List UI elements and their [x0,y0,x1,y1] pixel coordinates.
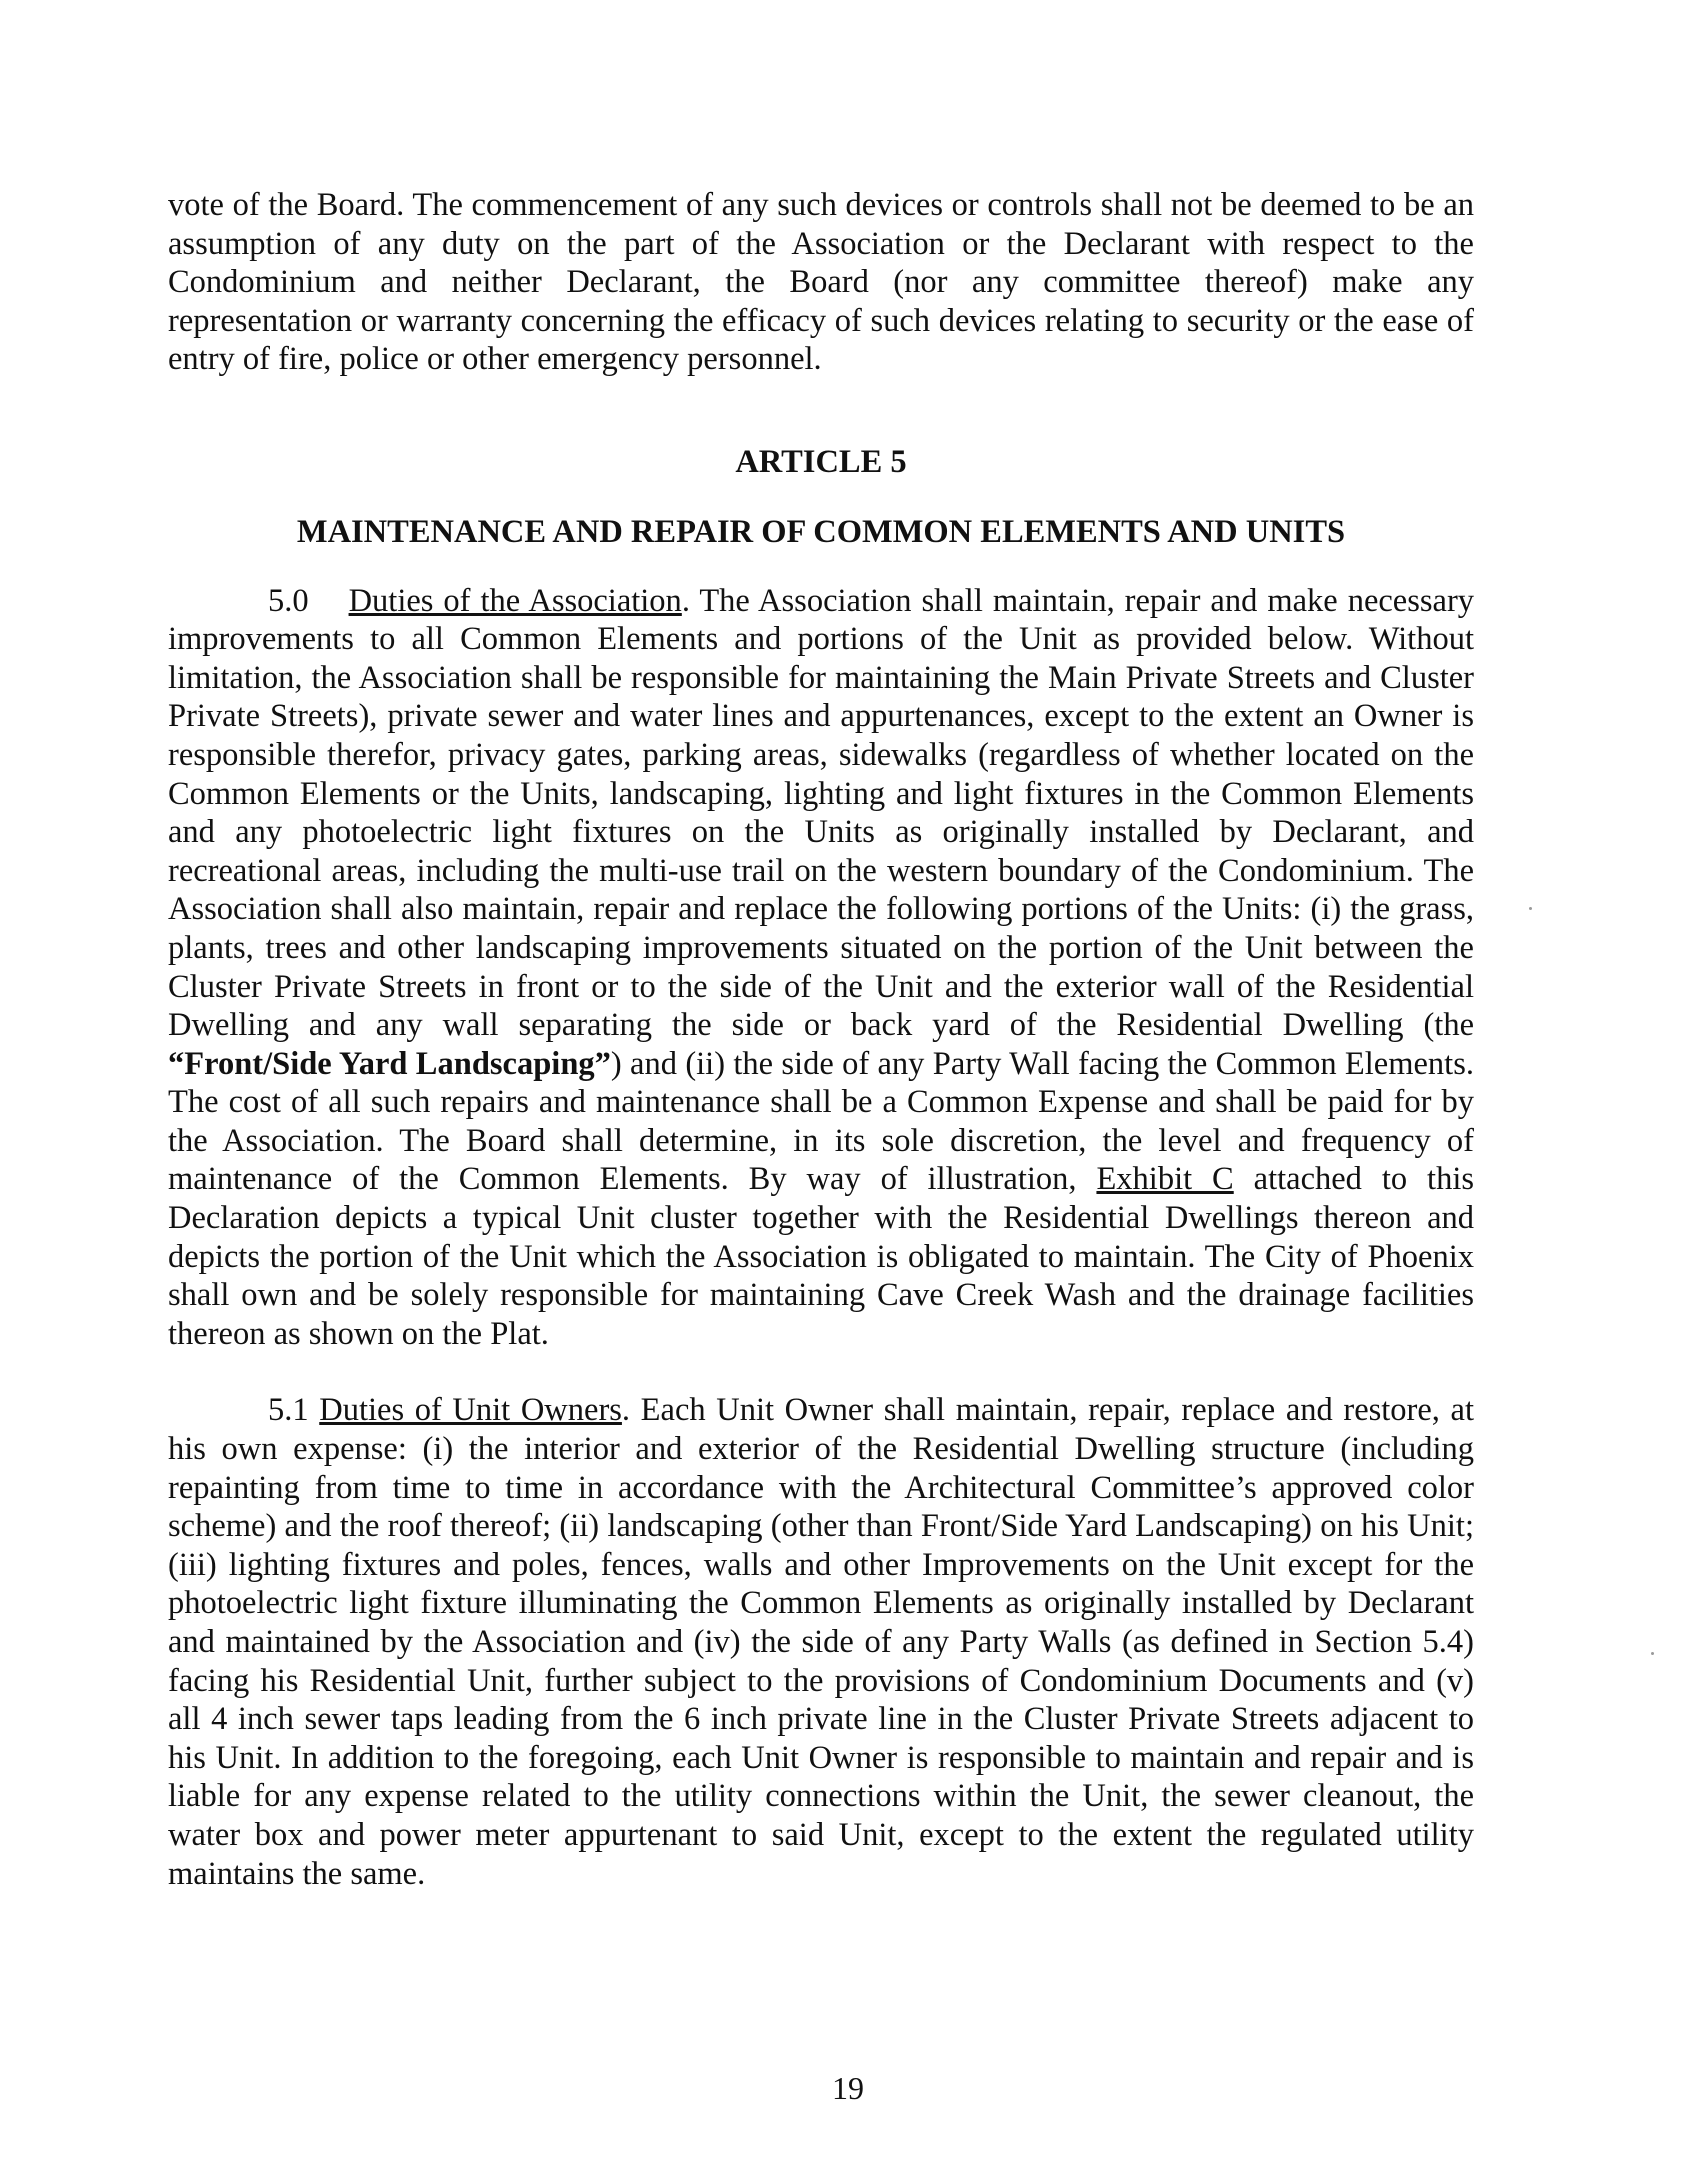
section-text: ) and (ii) the side of any Party Wall facing the Common Elements. The cost of all such repairs and maintenance shall be a Common Expense and shall be paid for by the Association. The Board shall determine, in its sole discretion, the level and frequency of maintenance of the Common Elements. By way of illustration, [168,1045,1474,1198]
section-text: attached to this Declaration depicts a typical Unit cluster together with the Residential Dwellings thereon and depicts the portion of the Unit which the Association is obligated to maintain. The City of Phoenix shall own and be solely responsible for maintaining Cave Creek Wash and the drainage facilities thereon as shown on the Plat. [168,1161,1474,1352]
section-text: . Each Unit Owner shall maintain, repair, replace and restore, at his own expense: (i) the interior and exterior of the Residential Dwelling structure (including repainting from time to time in accordance with the Architectural Committee’s approved color scheme) and the roof thereof; (ii) landscaping (other than Front/Side Yard Landscaping) on his Unit; (iii) lighting fixtures and poles, fences, walls and other Improvements on the Unit except for the photoelectric light fixture illuminating the Common Elements as originally installed by Declarant and maintained by the Association and (iv) the side of any Party Walls (as defined in Section 5.4) facing his Residential Unit, further subject to the provisions of Condominium Documents and (v) all 4 inch sewer taps leading from the 6 inch private line in the Cluster Private Streets adjacent to his Unit. In addition to the foregoing, each Unit Owner is responsible to maintain and repair and is liable for any expense related to the utility connections within the Unit, the sewer cleanout, the water box and power meter appurtenant to said Unit, except to the extent the regulated utility maintains the same. [168,1392,1474,1892]
page-number: 19 [832,2070,864,2106]
section-heading: Duties of the Association [348,582,682,619]
defined-term: “Front/Side Yard Landscaping” [168,1045,611,1082]
exhibit-reference: Exhibit C [1096,1161,1234,1198]
section-5-1 [168,1391,1474,1893]
section-number: 5.1 [268,1392,309,1429]
section-heading: Duties of Unit Owners [319,1392,622,1429]
scan-speck [1651,1652,1654,1655]
document-page [168,186,1474,1893]
intro-paragraph: vote of the Board. The commencement of any such devices or controls shall not be deemed to be an assumption of any duty on the part of the Association or the Declarant with respect to the Condominium and neither Declarant, the Board (nor any committee thereof) make any representation or warranty concerning the efficacy of such devices relating to security or the ease of entry of fire, police or other emergency personnel. [168,187,1474,378]
section-number: 5.0 [268,582,309,619]
scan-speck [1529,907,1532,910]
section-text: . The Association shall maintain, repair and make necessary improvements to all Common Elements and portions of the Unit as provided below. Without limitation, the Association shall be responsible for maintaining the Main Private Streets and Cluster Private Streets), private sewer and water lines and appurtenances, except to the extent an Owner is responsible therefor, privacy gates, parking areas, sidewalks (regardless of whether located on the Common Elements or the Units, landscaping, lighting and light fixtures in the Common Elements and any photoelectric light fixtures on the Units as originally installed by Declarant, and recreational areas, including the multi-use trail on the western boundary of the Condominium. The Association shall also maintain, repair and replace the following portions of the Units: (i) the grass, plants, trees and other landscaping improvements situated on the portion of the Unit between the Cluster Private Streets in front or to the side of the Unit and the exterior wall of the Residential Dwelling and any wall separating the side or back yard of the Residential Dwelling (the [168,582,1475,1044]
article-number: ARTICLE 5 [735,443,907,480]
article-title: MAINTENANCE AND REPAIR OF COMMON ELEMENTS AND UNITS [296,513,1346,550]
section-5-0 [168,582,1474,1354]
